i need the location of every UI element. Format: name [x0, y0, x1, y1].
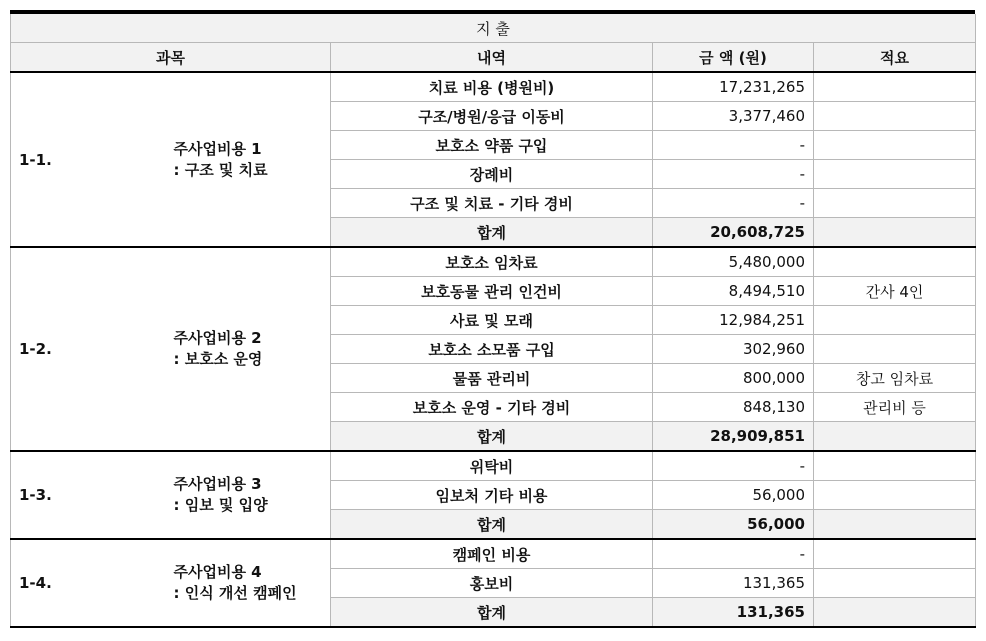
item-note: [814, 189, 976, 218]
item-label: 구조/병원/응급 이동비: [331, 102, 653, 131]
header-detail: 내역: [331, 43, 653, 73]
item-label: 임보처 기타 비용: [331, 481, 653, 510]
item-note: [814, 510, 976, 540]
item-label: 장례비: [331, 160, 653, 189]
item-amount: 848,130: [653, 393, 814, 422]
item-label: 보호소 약품 구입: [331, 131, 653, 160]
item-label: 합계: [331, 422, 653, 452]
item-label: 홍보비: [331, 569, 653, 598]
item-label: 캠페인 비용: [331, 539, 653, 569]
item-note: [814, 481, 976, 510]
item-amount: 56,000: [653, 510, 814, 540]
group-name-line2: : 구조 및 치료: [173, 160, 268, 179]
item-note: [814, 598, 976, 628]
item-note: 간사 4인: [814, 277, 976, 306]
group-code: 1-4.: [11, 539, 166, 627]
table-title: 지 출: [11, 14, 976, 43]
item-amount: 8,494,510: [653, 277, 814, 306]
item-label: 보호소 임차료: [331, 247, 653, 277]
group-name-line2: : 임보 및 입양: [173, 496, 268, 514]
item-amount: 5,480,000: [653, 247, 814, 277]
expense-table-container: [10, 10, 975, 628]
item-amount: 56,000: [653, 481, 814, 510]
item-note: [814, 539, 976, 569]
expense-table: [10, 14, 976, 628]
group-name: [166, 539, 331, 627]
item-label: 사료 및 모래: [331, 306, 653, 335]
group-code: 1-2.: [11, 247, 166, 451]
item-label: 물품 관리비: [331, 364, 653, 393]
item-note: [814, 422, 976, 452]
item-note: [814, 131, 976, 160]
item-amount: 20,608,725: [653, 218, 814, 248]
group-name-line1: 주사업비용 1: [173, 139, 262, 158]
group-code: 1-3.: [11, 451, 166, 539]
item-amount: 3,377,460: [653, 102, 814, 131]
item-note: 창고 임차료: [814, 364, 976, 393]
group-code: 1-1.: [11, 72, 166, 247]
item-label: 치료 비용 (병원비): [331, 72, 653, 102]
item-amount: 800,000: [653, 364, 814, 393]
item-amount: 131,365: [653, 598, 814, 628]
header-subject: 과목: [11, 43, 331, 73]
item-note: [814, 451, 976, 481]
group-name: [166, 247, 331, 451]
item-amount: 131,365: [653, 569, 814, 598]
group-name-line1: 주사업비용 2: [173, 329, 262, 347]
item-label: 보호동물 관리 인건비: [331, 277, 653, 306]
header-note: 적요: [814, 43, 976, 73]
item-note: [814, 160, 976, 189]
item-amount: -: [653, 189, 814, 218]
item-label: 구조 및 치료 - 기타 경비: [331, 189, 653, 218]
item-label: 합계: [331, 510, 653, 540]
item-amount: 17,231,265: [653, 72, 814, 102]
table-row: [11, 247, 976, 277]
item-label: 합계: [331, 218, 653, 248]
item-note: [814, 306, 976, 335]
group-name-line2: : 인식 개선 캠페인: [173, 584, 297, 602]
item-amount: 28,909,851: [653, 422, 814, 452]
item-note: 관리비 등: [814, 393, 976, 422]
table-row: [11, 539, 976, 569]
header-amount: 금 액 (원): [653, 43, 814, 73]
table-row: [11, 72, 976, 102]
item-amount: -: [653, 131, 814, 160]
item-note: [814, 218, 976, 248]
item-note: [814, 335, 976, 364]
group-name-line1: 주사업비용 3: [173, 475, 262, 493]
header-row: [11, 43, 976, 73]
group-name-line2: : 보호소 운영: [173, 350, 263, 368]
group-name: [166, 72, 331, 247]
item-amount: 12,984,251: [653, 306, 814, 335]
item-amount: 302,960: [653, 335, 814, 364]
item-label: 위탁비: [331, 451, 653, 481]
title-row: [11, 14, 976, 43]
item-amount: -: [653, 451, 814, 481]
item-label: 보호소 소모품 구입: [331, 335, 653, 364]
table-row: [11, 451, 976, 481]
item-label: 합계: [331, 598, 653, 628]
group-name-line1: 주사업비용 4: [173, 563, 262, 581]
item-amount: -: [653, 539, 814, 569]
item-amount: -: [653, 160, 814, 189]
item-note: [814, 102, 976, 131]
item-note: [814, 569, 976, 598]
item-label: 보호소 운영 - 기타 경비: [331, 393, 653, 422]
group-name: [166, 451, 331, 539]
item-note: [814, 247, 976, 277]
item-note: [814, 72, 976, 102]
